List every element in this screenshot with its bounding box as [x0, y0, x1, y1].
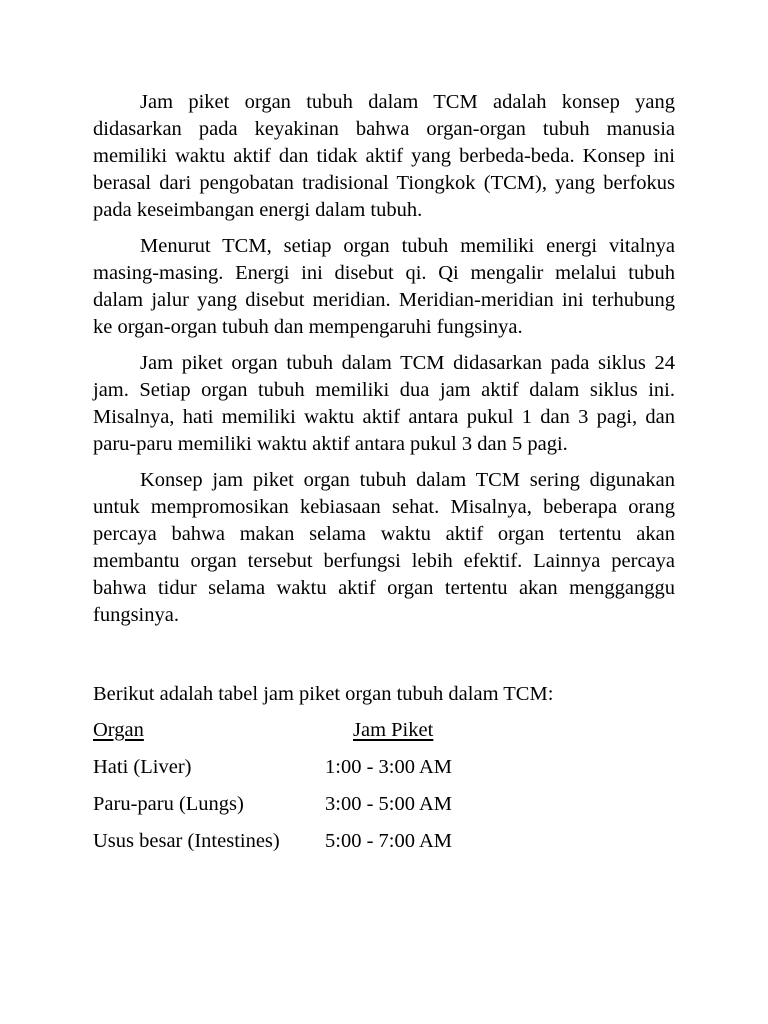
time-cell: 5:00 - 7:00 AM	[325, 830, 452, 852]
organ-cell: Paru-paru (Lungs)	[93, 793, 244, 815]
organ-cell: Usus besar (Intestines)	[93, 830, 280, 852]
table-intro: Berikut adalah tabel jam piket organ tubuh dalam TCM:	[93, 683, 554, 705]
header-time-cell	[325, 717, 433, 744]
header-time: Jam Piket	[353, 719, 434, 741]
header-organ: Organ	[93, 719, 144, 741]
time-cell: 3:00 - 5:00 AM	[325, 793, 452, 815]
header-organ-cell	[93, 717, 325, 744]
paragraph-4: Konsep jam piket organ tubuh dalam TCM sering digunakan untuk mempromosikan kebiasaan sehat. Misalnya, beberapa orang percaya bahwa makan selama waktu aktif organ tertentu akan membantu organ tersebut berfungsi lebih efektif. Lainnya percaya bahwa tidur selama waktu aktif organ tertentu akan mengganggu fungsinya.	[93, 469, 675, 626]
table-row	[93, 828, 675, 865]
paragraph-3: Jam piket organ tubuh dalam TCM didasarkan pada siklus 24 jam. Setiap organ tubuh memiliki dua jam aktif dalam siklus ini. Misalnya, hati memiliki waktu aktif antara pukul 1 dan 3 pagi, dan paru-paru memiliki waktu aktif antara pukul 3 dan 5 pagi.	[93, 352, 675, 455]
time-cell: 1:00 - 3:00 AM	[325, 756, 452, 778]
organ-schedule-table	[93, 717, 675, 865]
table-row	[93, 754, 675, 791]
paragraph-2: Menurut TCM, setiap organ tubuh memiliki energi vitalnya masing-masing. Energi ini disebut qi. Qi mengalir melalui tubuh dalam jalur yang disebut meridian. Meridian-meridian ini terhubung ke organ-organ tubuh dan mempengaruhi fungsinya.	[93, 235, 675, 338]
paragraph-1: Jam piket organ tubuh dalam TCM adalah konsep yang didasarkan pada keyakinan bahwa organ-organ tubuh manusia memiliki waktu aktif dan tidak aktif yang berbeda-beda. Konsep ini berasal dari pengobatan tradisional Tiongkok (TCM), yang berfokus pada keseimbangan energi dalam tubuh.	[93, 91, 675, 221]
table-row	[93, 791, 675, 828]
organ-cell: Hati (Liver)	[93, 756, 192, 778]
table-header-row	[93, 717, 675, 754]
